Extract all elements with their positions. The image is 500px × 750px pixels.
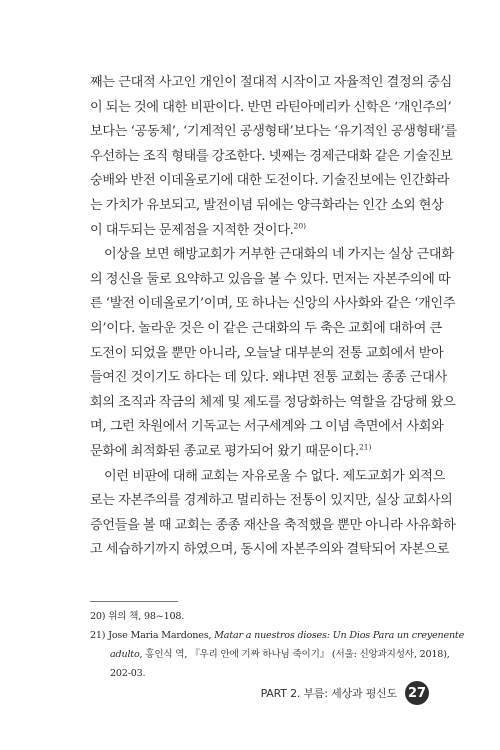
body-line (90, 514, 456, 539)
body-line (90, 96, 452, 121)
footnotes (90, 607, 465, 683)
body-line-text: 째는 근대적 사고인 개인이 절대적 시작이고 자율적인 결정의 중심 (90, 75, 453, 90)
body-line (90, 194, 444, 219)
body-line (90, 366, 447, 391)
body-line-text: 이 되는 것에 대한 비판이다. 반면 라틴아메리카 신학은 ‘개인주의’ (90, 99, 452, 115)
footnote-21-title: Matar a nuestros dioses: Un Dios Para un creyenente (214, 630, 465, 641)
footnote-ref: 21) (358, 442, 372, 452)
body-line (90, 292, 456, 317)
body-line-text: 의 정신을 둘로 요약하고 있음을 볼 수 있다. 먼저는 자본주의에 따 (90, 271, 451, 287)
body-line (90, 489, 453, 514)
running-head: PART 2. 부름: 세상과 평신도 (260, 687, 397, 700)
body-line-text: 는 가치가 유보되고, 발전이념 뒤에는 양극화라는 인간 소외 현상 (90, 197, 444, 213)
body-line-text: 보다는 ‘공동체’, ‘기계적인 공생형태’보다는 ‘유기적인 공생형태’를 (90, 124, 457, 140)
body-line-text: 우선하는 조직 형태를 강조한다. 넷째는 경제근대화 같은 기술진보 (90, 148, 453, 164)
body-line (90, 440, 420, 465)
body-line-text: 로는 자본주의를 경계하고 멀리하는 전통이 있지만, 실상 교회사의 (90, 493, 453, 509)
body-line-text: 숭배와 반전 이데올로기에 대한 도전이다. 기술진보에는 인간화라 (90, 173, 450, 189)
body-line (90, 219, 420, 244)
footnote-21-lead: 21) Jose Maria Mardones, (90, 630, 215, 641)
footnote-21 (90, 626, 465, 645)
body-line-text: 들여진 것이기도 하다는 데 있다. 왜냐면 전통 교회는 종종 근대사 (90, 370, 447, 386)
body-text (90, 71, 457, 563)
page-number: 27 (405, 681, 429, 705)
body-line (90, 342, 444, 367)
footnote-21-translation: , 홍인식 역, 『우리 안에 기짜 하나님 죽이기』 (서울: 신앙과지성사, 2018), (139, 649, 450, 660)
page-footer (261, 680, 429, 706)
body-line (90, 169, 450, 194)
body-line (90, 145, 453, 170)
body-line-text: 른 ‘발전 이데올로기’이며, 또 하나는 신앙의 사사화와 같은 ‘개인주 (90, 296, 456, 312)
body-line (90, 317, 442, 342)
body-line (90, 538, 450, 563)
body-line-text: 도전이 되었을 뿐만 아니라, 오늘날 대부분의 전통 교회에서 받아 (90, 345, 444, 361)
body-line (90, 243, 454, 268)
body-line (90, 120, 457, 145)
body-line (90, 465, 446, 490)
body-line-text: 이 대두되는 문제점을 지적한 것이다. (90, 222, 294, 238)
body-line-text: 회의 조직과 작금의 체제 및 제도를 정당화하는 역할을 감당해 왔으 (90, 394, 456, 410)
footnote-20: 20) 위의 책, 98~108. (90, 611, 185, 622)
body-line-text: 의’이다. 놀라운 것은 이 같은 근대화의 두 축은 교회에 대하여 큰 (90, 320, 442, 336)
body-line-text: 이런 비판에 대해 교회는 자유로울 수 없다. 제도교회가 외적으 (104, 468, 446, 484)
body-line-text: 증언들을 볼 때 교회는 종종 재산을 축적했을 뿐만 아니라 사유화하 (90, 517, 456, 533)
body-line-text: 며, 그런 차원에서 기독교는 서구세계와 그 이념 측면에서 사회와 (90, 419, 444, 435)
footnote-21-title-end: adulto (110, 649, 140, 660)
body-line-text: 문화에 최적화된 종교로 평가되어 왔기 때문이다. (90, 443, 359, 459)
footnote-21-cont (90, 645, 450, 664)
footnote-21-pages: 202-03. (110, 668, 146, 679)
body-line (90, 268, 451, 293)
body-line (90, 71, 453, 96)
footnote-separator (90, 601, 178, 602)
footnote-ref: 20) (293, 221, 307, 231)
body-line (90, 391, 456, 416)
body-line (90, 415, 444, 440)
body-line-text: 이상을 보면 해방교회가 거부한 근대화의 네 가지는 실상 근대화 (104, 247, 454, 263)
body-line-text: 고 세습하기까지 하였으며, 동시에 자본주의와 결탁되어 자본으로 (90, 542, 450, 558)
